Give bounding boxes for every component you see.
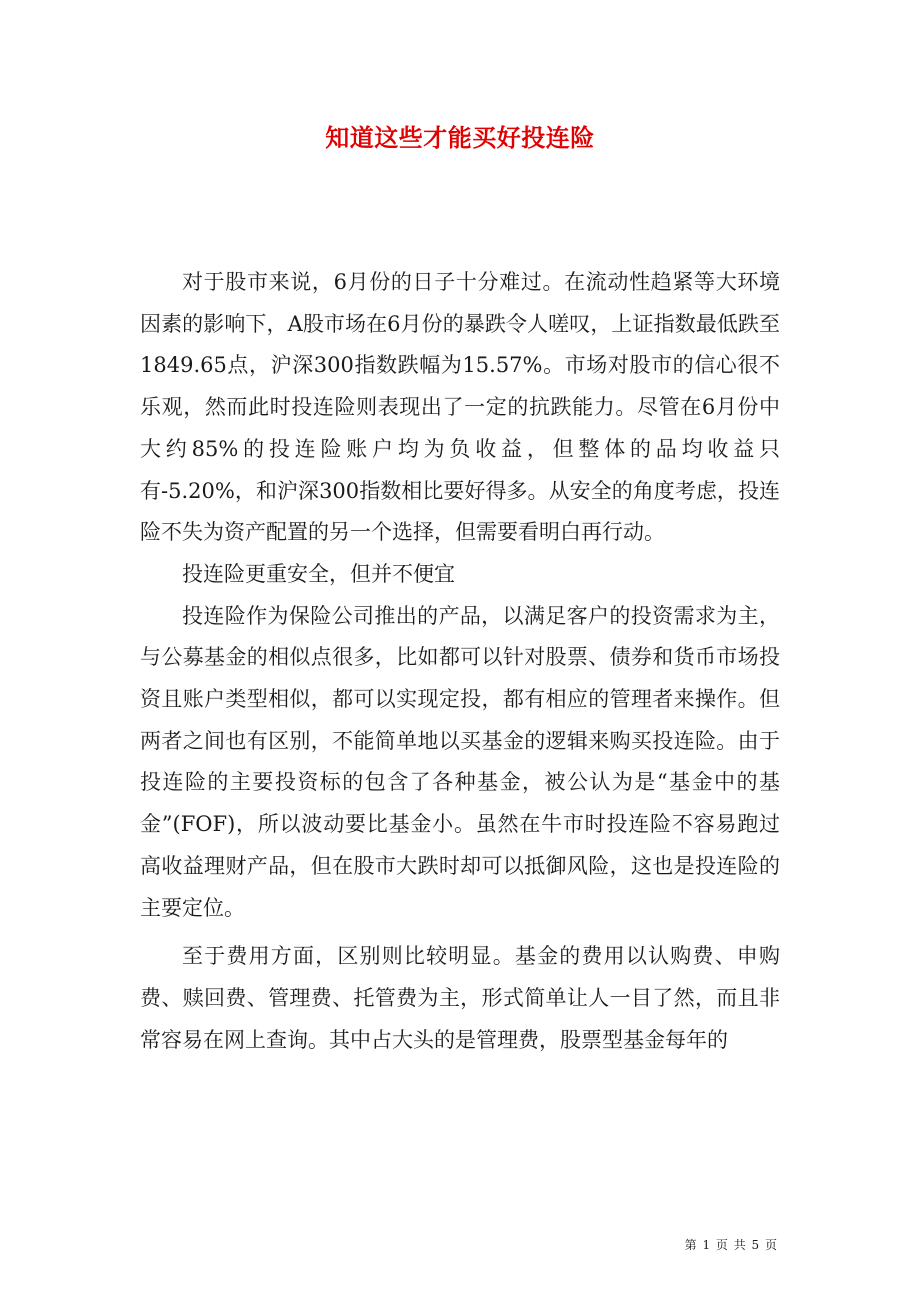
document-body [140, 262, 780, 1061]
document-title: 知道这些才能买好投连险 [325, 123, 595, 152]
paragraph-fees: 至于费用方面，区别则比较明显。基金的费用以认购费、申购费、赎回费、管理费、托管费为主，形式简单让人一目了然，而且非常容易在网上查询。其中占大头的是管理费，股票型基金每年的 [140, 944, 780, 1052]
paragraph-comparison: 投连险作为保险公司推出的产品，以满足客户的投资需求为主，与公募基金的相似点很多，比如都可以针对股票、债券和货币市场投资且账户类型相似，都可以实现定投，都有相应的管理者来操作。但两者之间也有区别，不能简单地以买基金的逻辑来购买投连险。由于投连险的主要投资标的包含了各种基金，被公认为是“基金中的基金”(FOF)，所以波动要比基金小。虽然在牛市时投连险不容易跑过高收益理财产品，但在股市大跌时却可以抵御风险，这也是投连险的主要定位。 [140, 603, 780, 920]
paragraph-intro: 对于股市来说，6月份的日子十分难过。在流动性趋紧等大环境因素的影响下，A股市场在6月份的暴跌令人嗟叹，上证指数最低跌至1849.65点，沪深300指数跌幅为15.57%。市场对股市的信心很不乐观，然而此时投连险则表现出了一定的抗跌能力。尽管在6月份中大约85%的投连险账户均为负收益，但整体的品均收益只有-5.20%，和沪深300指数相比要好得多。从安全的角度考虑，投连险不失为资产配置的另一个选择，但需要看明白再行动。 [140, 270, 780, 545]
section-heading: 投连险更重安全，但并不便宜 [182, 561, 455, 586]
page-number: 第 1 页 共 5 页 [684, 1238, 778, 1252]
